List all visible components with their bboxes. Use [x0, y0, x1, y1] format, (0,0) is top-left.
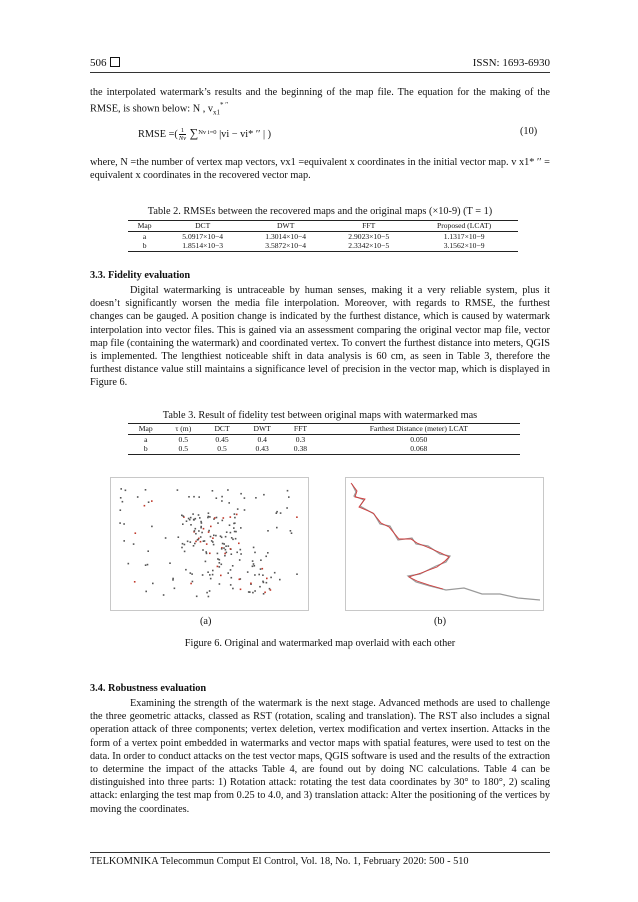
map-vertex-point	[200, 521, 202, 523]
map-vertex-point	[209, 590, 211, 592]
map-vertex-point	[217, 553, 219, 555]
map-vertex-point	[240, 553, 242, 555]
map-vertex-point	[120, 509, 122, 511]
map-vertex-point	[232, 539, 234, 541]
map-vertex-point	[174, 588, 176, 590]
map-vertex-point	[240, 549, 242, 551]
map-vertex-point	[266, 578, 268, 580]
figure-6-caption: Figure 6. Original and watermarked map overlaid with each other	[184, 638, 456, 649]
map-vertex-point	[224, 555, 226, 557]
map-vertex-point	[230, 516, 232, 518]
map-vertex-point	[203, 528, 205, 530]
map-vertex-point	[234, 513, 236, 515]
map-vertex-point	[217, 566, 219, 568]
map-vertex-point	[221, 564, 223, 566]
table3-caption: Table 3. Result of fidelity test between original maps with watermarked mas	[162, 410, 478, 421]
map-vertex-point	[231, 577, 233, 579]
table-cell: 1.1317×10−9	[443, 231, 485, 241]
map-vertex-point	[172, 579, 174, 581]
table-header-row	[128, 221, 518, 232]
map-vertex-point	[270, 577, 272, 579]
map-vertex-point	[222, 543, 224, 545]
map-vertex-point	[215, 535, 217, 537]
map-vertex-point	[262, 574, 264, 576]
section-3-3-paragraph: Digital watermarking is untraceable by human senses, making it a very reliable system, plus it doesn’t significantly worsen the media file interpolation. Moreover, with regards to RMSE, the furthest changes can be gauged. A position change is indicated by the furthest distance, which is caused by watermark interpolation into vector files. This is gained via an assessment comparing the original vector map file, vector map file (containing the watermark) and coordinated vertex. To convert the furthest distance into meters, QGIS is implemented. The lengthiest noticeable shift in data analysis is 60 cm, as seen in Table 3, therefore the furthest distance value still maintains a significance level of precision in the vector map, which is displayed in Figure 6.	[90, 285, 550, 389]
map-vertex-point	[222, 520, 224, 522]
map-vertex-point	[191, 573, 193, 575]
map-vertex-point	[225, 549, 227, 551]
map-vertex-point	[266, 582, 268, 584]
map-vertex-point	[209, 553, 211, 555]
table-cell: 0.050	[410, 434, 428, 444]
map-vertex-point	[201, 522, 203, 524]
map-vertex-point	[185, 569, 187, 571]
map-vertex-point	[221, 548, 223, 550]
map-vertex-point	[219, 583, 221, 585]
table-cell: 0.43	[255, 444, 269, 454]
table-header-cell: Map	[138, 424, 153, 433]
table-header-cell: Farthest Distance (meter) LCAT	[369, 424, 468, 433]
map-vertex-point	[190, 517, 192, 519]
map-vertex-point	[260, 568, 262, 570]
map-vertex-point	[181, 547, 183, 549]
map-vertex-point	[253, 547, 255, 549]
map-vertex-point	[212, 490, 214, 492]
map-vertex-point	[264, 592, 266, 594]
table-header-cell: Map	[137, 221, 152, 230]
table-header-cell: DWT	[253, 424, 271, 433]
map-vertex-point	[145, 564, 147, 566]
intro-paragraph: the interpolated watermark’s results and the beginning of the map file. The equation for the making of the RMSE, is shown below: N , $v_{x1}^{* ''}$	[90, 87, 550, 117]
map-vertex-point	[252, 560, 254, 562]
map-vertex-point	[234, 522, 236, 524]
map-vertex-point	[152, 583, 154, 585]
map-vertex-point	[213, 535, 215, 537]
table-cell: 0.5	[178, 434, 189, 444]
map-vertex-point	[119, 522, 121, 524]
map-vertex-point	[187, 541, 189, 543]
map-vertex-point	[200, 541, 202, 543]
map-vertex-point	[120, 488, 122, 490]
map-vertex-point	[145, 489, 147, 491]
map-vertex-point	[260, 559, 262, 561]
map-vertex-point	[210, 526, 212, 528]
header-rule	[90, 72, 550, 73]
map-vertex-point	[212, 537, 214, 539]
map-vertex-point	[244, 497, 246, 499]
original-map-line	[352, 484, 540, 600]
table-cell: a	[144, 434, 148, 444]
map-vertex-point	[217, 558, 219, 560]
map-vertex-point	[195, 533, 197, 535]
map-vertex-point	[279, 579, 281, 581]
map-vertex-point	[147, 550, 149, 552]
table-header-cell: τ (m)	[175, 424, 192, 433]
table-header-cell: DWT	[277, 221, 295, 230]
map-vertex-point	[208, 512, 210, 514]
map-vertex-point	[250, 583, 252, 585]
map-vertex-point	[223, 547, 225, 549]
table-cell: b	[143, 444, 148, 454]
table-header-row	[128, 424, 520, 435]
map-vertex-point	[240, 493, 242, 495]
map-vertex-point	[193, 496, 195, 498]
map-vertex-point	[206, 553, 208, 555]
map-vertex-point	[195, 528, 197, 530]
footer-rule	[90, 852, 550, 853]
table-row	[128, 241, 518, 251]
map-vertex-point	[219, 566, 221, 568]
map-vertex-point	[216, 497, 218, 499]
page-footer: TELKOMNIKA Telecommun Comput El Control, Vol. 18, No. 1, February 2020: 500 - 510	[90, 856, 469, 867]
map-vertex-point	[253, 563, 255, 565]
map-vertex-point	[265, 556, 267, 558]
where-paragraph: where, N =the number of vertex map vectors, vx1 =equivalent x coordinates in the initial vector map. v x1* ′′ = equivalent x coordinates in the recovered vector map.	[90, 157, 550, 182]
map-vertex-point	[198, 514, 200, 516]
map-vertex-point	[226, 531, 228, 533]
map-vertex-point	[219, 559, 221, 561]
map-vertex-point	[213, 544, 215, 546]
map-vertex-point	[207, 571, 209, 573]
map-vertex-point	[225, 536, 227, 538]
map-vertex-point	[254, 565, 256, 567]
map-vertex-point	[208, 516, 210, 518]
map-vertex-point	[238, 543, 240, 545]
table-header-cell: FFT	[362, 221, 376, 230]
table-cell: 0.4	[257, 434, 267, 444]
map-vertex-point	[233, 527, 235, 529]
map-vertex-point	[230, 584, 232, 586]
map-vertex-point	[254, 574, 256, 576]
table-header-cell: DCT	[195, 221, 211, 230]
map-vertex-point	[195, 541, 197, 543]
map-vertex-point	[194, 530, 196, 532]
map-vertex-point	[208, 596, 210, 598]
map-vertex-point	[122, 501, 124, 503]
table2-caption: Table 2. RMSEs between the recovered maps and the original maps (×10-9) (T = 1)	[147, 206, 493, 217]
map-vertex-point	[181, 515, 183, 517]
map-vertex-point	[192, 513, 194, 515]
map-vertex-point	[145, 591, 147, 593]
map-vertex-point	[229, 524, 231, 526]
map-vertex-point	[262, 568, 264, 570]
table-cell: 5.0917×10−4	[182, 231, 224, 241]
map-vertex-point	[208, 531, 210, 533]
map-vertex-point	[151, 526, 153, 528]
map-vertex-point	[234, 517, 236, 519]
map-vertex-point	[199, 517, 201, 519]
map-vertex-point	[198, 530, 200, 532]
map-vertex-point	[217, 522, 219, 524]
table-header-cell: Proposed (LCAT)	[437, 221, 492, 230]
table-cell: 0.45	[215, 434, 229, 444]
map-vertex-point	[255, 497, 257, 499]
map-vertex-point	[188, 518, 190, 520]
map-vertex-point	[287, 490, 289, 492]
map-vertex-point	[263, 494, 265, 496]
table2	[128, 220, 518, 252]
map-vertex-point	[225, 545, 227, 547]
scatter-map-svg	[111, 478, 308, 610]
map-vertex-point	[258, 574, 260, 576]
map-vertex-point	[190, 541, 192, 543]
map-vertex-point	[288, 496, 290, 498]
map-vertex-point	[135, 532, 137, 534]
map-vertex-point	[200, 527, 202, 529]
map-vertex-point	[230, 569, 232, 571]
map-vertex-point	[252, 592, 254, 594]
table-row	[128, 434, 520, 444]
map-vertex-point	[291, 532, 293, 534]
map-vertex-point	[244, 509, 246, 511]
map-vertex-point	[239, 579, 241, 581]
map-vertex-point	[236, 552, 238, 554]
section-3-3-title: 3.3. Fidelity evaluation	[90, 270, 191, 281]
map-vertex-point	[190, 524, 192, 526]
map-vertex-point	[221, 500, 223, 502]
map-vertex-point	[211, 540, 213, 542]
map-vertex-point	[184, 551, 186, 553]
map-vertex-point	[252, 566, 254, 568]
map-vertex-point	[194, 543, 196, 545]
map-vertex-point	[270, 589, 272, 591]
map-vertex-point	[276, 512, 278, 514]
map-vertex-point	[236, 514, 238, 516]
square-icon	[110, 57, 120, 67]
equation-number: (10)	[520, 126, 538, 137]
table-cell: a	[142, 231, 147, 241]
map-vertex-point	[190, 572, 192, 574]
map-vertex-point	[125, 490, 127, 492]
map-vertex-point	[220, 535, 222, 537]
map-vertex-point	[123, 523, 125, 525]
map-vertex-point	[212, 570, 214, 572]
map-vertex-point	[247, 571, 249, 573]
table-cell: 0.5	[178, 444, 189, 454]
map-vertex-point	[235, 531, 237, 533]
figure-label-a: (a)	[200, 616, 212, 627]
map-vertex-point	[276, 511, 278, 513]
map-vertex-point	[206, 543, 208, 545]
table-cell: 0.068	[410, 444, 428, 454]
table-cell: 2.9023×10−5	[348, 231, 390, 241]
map-vertex-point	[228, 502, 230, 504]
map-vertex-point	[290, 530, 292, 532]
map-vertex-point	[183, 515, 185, 517]
map-vertex-point	[188, 496, 190, 498]
map-vertex-point	[232, 565, 234, 567]
map-vertex-point	[186, 520, 188, 522]
map-vertex-point	[254, 590, 256, 592]
map-vertex-point	[263, 582, 265, 584]
map-vertex-point	[220, 575, 222, 577]
map-vertex-point	[144, 505, 146, 507]
map-vertex-point	[221, 496, 223, 498]
map-vertex-point	[123, 540, 125, 542]
map-vertex-point	[296, 516, 298, 518]
map-vertex-point	[147, 564, 149, 566]
map-vertex-point	[228, 545, 230, 547]
map-vertex-point	[172, 578, 174, 580]
map-vertex-point	[267, 552, 269, 554]
map-vertex-point	[198, 496, 200, 498]
map-vertex-point	[165, 537, 167, 539]
map-vertex-point	[190, 583, 192, 585]
map-vertex-point	[212, 574, 214, 576]
map-vertex-point	[227, 489, 229, 491]
figure-6a-scatter-map	[110, 477, 309, 611]
table-cell: 0.38	[293, 444, 308, 454]
map-vertex-point	[182, 523, 184, 525]
map-vertex-point	[227, 572, 229, 574]
map-vertex-point	[263, 593, 265, 595]
map-vertex-point	[197, 539, 199, 541]
map-vertex-point	[201, 532, 203, 534]
map-vertex-point	[210, 578, 212, 580]
section-3-4-paragraph: Examining the strength of the watermark is the next stage. Advanced methods are used to challenge the three geometric attacks, classed as RST (rotation, scaling and translation). The RST also includes a signal operation attack of three components; vertex deletion, vertex modification and vertex insertion. Attacks in the form of a vertex point embedded in watermarks and vector maps with spatial features, were used to test on the data. In order to conduct attacks on the test vector maps, QGIS software is used and the results of the extraction to determine the impact of the attacks Table 4, are found out by doing NC calculations. Table 4 can be distinguished into three parts: 1) Rotation attack: rotating the test data coordinates by 30° to 180°, 2) scaling attack: enlarging the test map from 0.25 to 4.0, and 3) translation attack: Alter the positioning of the vertices by moving the coordinates.	[90, 698, 550, 815]
map-vertex-point	[151, 500, 153, 502]
map-vertex-point	[203, 540, 205, 542]
table-row	[128, 231, 518, 241]
map-vertex-point	[274, 572, 276, 574]
map-vertex-point	[223, 543, 225, 545]
map-vertex-point	[210, 536, 212, 538]
figure-label-b: (b)	[434, 616, 447, 627]
map-vertex-point	[259, 586, 261, 588]
map-vertex-point	[193, 519, 195, 521]
map-vertex-point	[202, 549, 204, 551]
map-vertex-point	[219, 562, 221, 564]
map-vertex-point	[178, 536, 180, 538]
map-vertex-point	[254, 552, 256, 554]
map-vertex-point	[237, 508, 239, 510]
map-vertex-point	[196, 596, 198, 598]
map-vertex-point	[133, 543, 135, 545]
map-vertex-point	[267, 530, 269, 532]
map-vertex-point	[230, 548, 232, 550]
map-vertex-point	[184, 544, 186, 546]
map-vertex-point	[235, 538, 237, 540]
watermarked-map-line	[351, 483, 449, 589]
map-vertex-point	[193, 545, 195, 547]
map-vertex-point	[276, 527, 278, 529]
equation-fraction: $\frac{1}{Nv}$	[178, 127, 187, 143]
table-cell: 3.5872×10−4	[265, 241, 307, 251]
map-vertex-point	[223, 517, 225, 519]
map-vertex-point	[214, 517, 216, 519]
map-vertex-point	[120, 497, 122, 499]
table-header-cell: DCT	[214, 424, 230, 433]
table-cell: 0.3	[295, 434, 306, 444]
table-cell: 0.5	[217, 444, 227, 454]
table-cell: 2.3342×10−5	[348, 241, 390, 251]
map-vertex-point	[200, 536, 202, 538]
map-vertex-point	[208, 530, 210, 532]
map-vertex-point	[205, 551, 207, 553]
map-vertex-point	[169, 562, 171, 564]
page-number: 506	[90, 57, 120, 69]
sum-symbol: ∑	[189, 126, 199, 140]
table-cell: 1.8514×10−3	[182, 241, 224, 251]
map-vertex-point	[224, 553, 226, 555]
map-vertex-point	[205, 561, 207, 563]
table-cell: 1.3014×10−4	[265, 231, 307, 241]
map-vertex-point	[177, 489, 179, 491]
map-vertex-point	[202, 574, 204, 576]
table-cell: b	[142, 241, 147, 251]
map-vertex-point	[286, 507, 288, 509]
table-header-cell: FFT	[293, 424, 307, 433]
map-vertex-point	[234, 531, 236, 533]
map-vertex-point	[239, 559, 241, 561]
map-vertex-point	[232, 588, 234, 590]
figure-6b-line-map	[345, 477, 544, 611]
map-vertex-point	[209, 516, 211, 518]
map-vertex-point	[249, 591, 251, 593]
map-vertex-point	[137, 496, 139, 498]
issn-label: ISSN: 1693-6930	[472, 57, 550, 69]
map-vertex-point	[128, 563, 130, 565]
map-vertex-point	[148, 501, 150, 503]
rmse-equation: RMSE =( $\frac{1}{Nv}$ ∑$^{Nv i=0}$ |vi − vi* ′′ | )	[138, 126, 272, 143]
map-vertex-point	[216, 517, 218, 519]
map-vertex-point	[240, 527, 242, 529]
map-vertex-point	[296, 573, 298, 575]
map-vertex-point	[134, 581, 136, 583]
map-vertex-point	[231, 537, 233, 539]
map-vertex-point	[231, 553, 233, 555]
table-row	[128, 444, 520, 454]
table3	[128, 423, 520, 455]
section-3-4-title: 3.4. Robustness evaluation	[90, 683, 207, 694]
map-vertex-point	[163, 594, 165, 596]
map-vertex-point	[182, 543, 184, 545]
map-vertex-point	[192, 581, 194, 583]
map-vertex-point	[209, 574, 211, 576]
map-vertex-point	[280, 512, 282, 514]
map-vertex-point	[206, 592, 208, 594]
table-cell: 3.1562×10−9	[443, 241, 485, 251]
map-vertex-point	[240, 589, 242, 591]
line-map-svg	[346, 478, 543, 610]
map-vertex-point	[230, 532, 232, 534]
